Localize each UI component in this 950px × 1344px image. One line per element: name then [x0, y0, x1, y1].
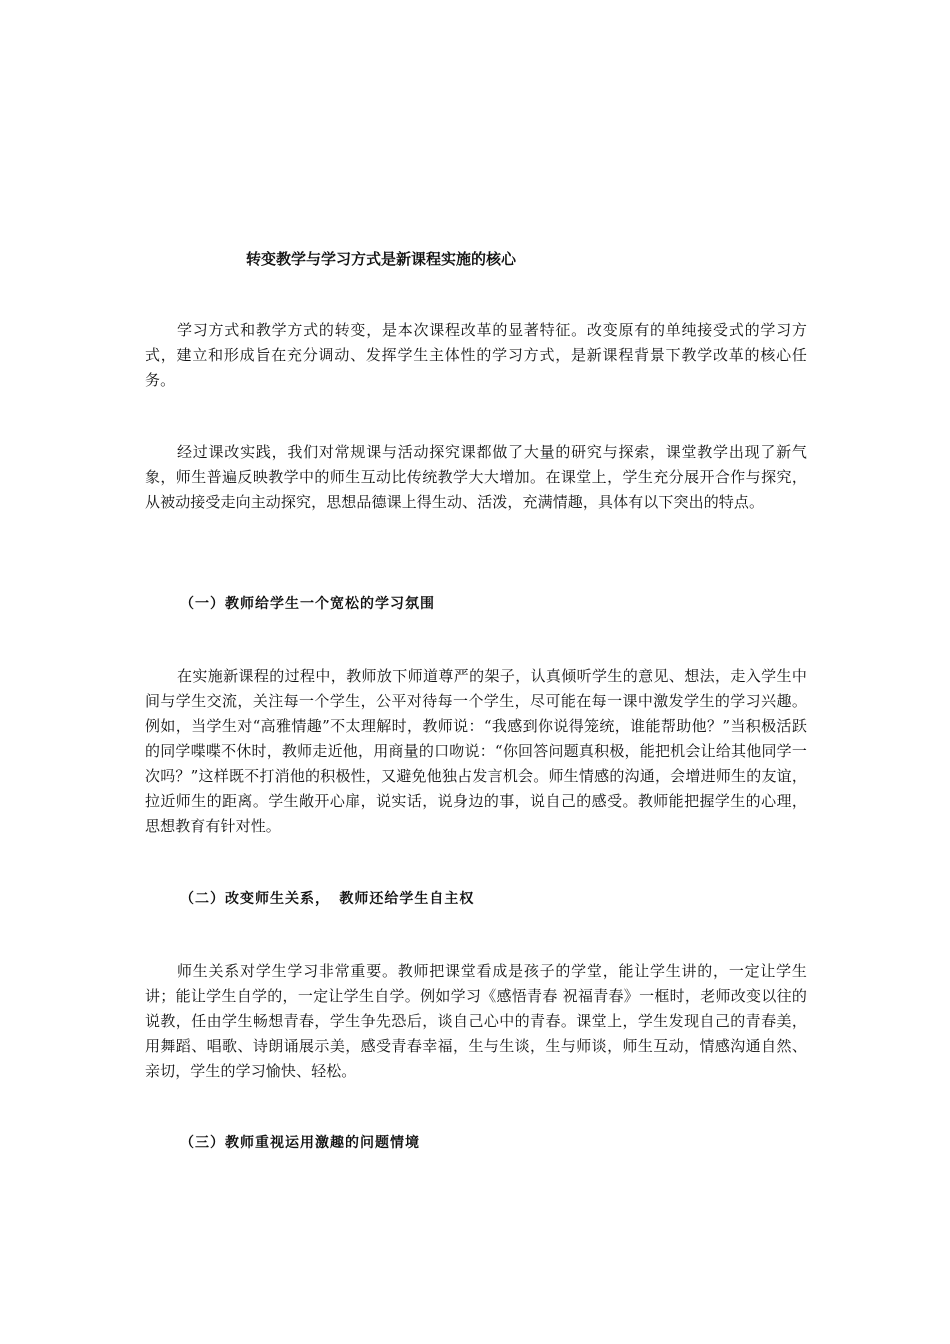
paragraph-section-1: 在实施新课程的过程中，教师放下师道尊严的架子，认真倾听学生的意见、想法，走入学生中间与学生交流，关注每一个学生，公平对待每一个学生，尽可能在每一课中激发学生的学习兴趣。例如，当学生对“高雅情趣”不太理解时，教师说：“我感到你说得笼统，谁能帮助他？”当积极活跃的同学喋喋不休时，教师走近他，用商量的口吻说：“你回答问题真积极，能把机会让给其他同学一次吗？”这样既不打消他的积极性，又避免他独占发言机会。师生情感的沟通，会增进师生的友谊，拉近师生的距离。学生敞开心扉，说实话，说身边的事，说自己的感受。教师能把握学生的心理，思想教育有针对性。 [145, 667, 807, 835]
section-heading-3: （三）教师重视运用激趣的问题情境 [180, 1135, 420, 1151]
paragraph-intro: 学习方式和教学方式的转变，是本次课程改革的显著特征。改变原有的单纯接受式的学习方式，建立和形成旨在充分调动、发挥学生主体性的学习方式，是新课程背景下教学改革的核心任务。 [145, 321, 807, 389]
document-title: 转变教学与学习方式是新课程实施的核心 [246, 250, 517, 268]
paragraph-practice: 经过课改实践，我们对常规课与活动探究课都做了大量的研究与探索，课堂教学出现了新气象，师生普遍反映教学中的师生互动比传统教学大大增加。在课堂上，学生充分展开合作与探究，从被动接受走向主动探究，思想品德课上得生动、活泼，充满情趣，具体有以下突出的特点。 [145, 443, 807, 511]
paragraph-section-2: 师生关系对学生学习非常重要。教师把课堂看成是孩子的学堂，能让学生讲的，一定让学生讲；能让学生自学的，一定让学生自学。例如学习《感悟青春 祝福青春》一框时，老师改变以往的说教，任由学生畅想青春，学生争先恐后，谈自己心中的青春。课堂上，学生发现自己的青春美，用舞蹈、唱歌、诗朗诵展示美，感受青春幸福，生与生谈，生与师谈，师生互动，情感沟通自然、亲切，学生的学习愉快、轻松。 [145, 962, 807, 1080]
section-heading-1: （一）教师给学生一个宽松的学习氛围 [180, 596, 435, 612]
section-heading-2: （二）改变师生关系， 教师还给学生自主权 [180, 891, 475, 907]
